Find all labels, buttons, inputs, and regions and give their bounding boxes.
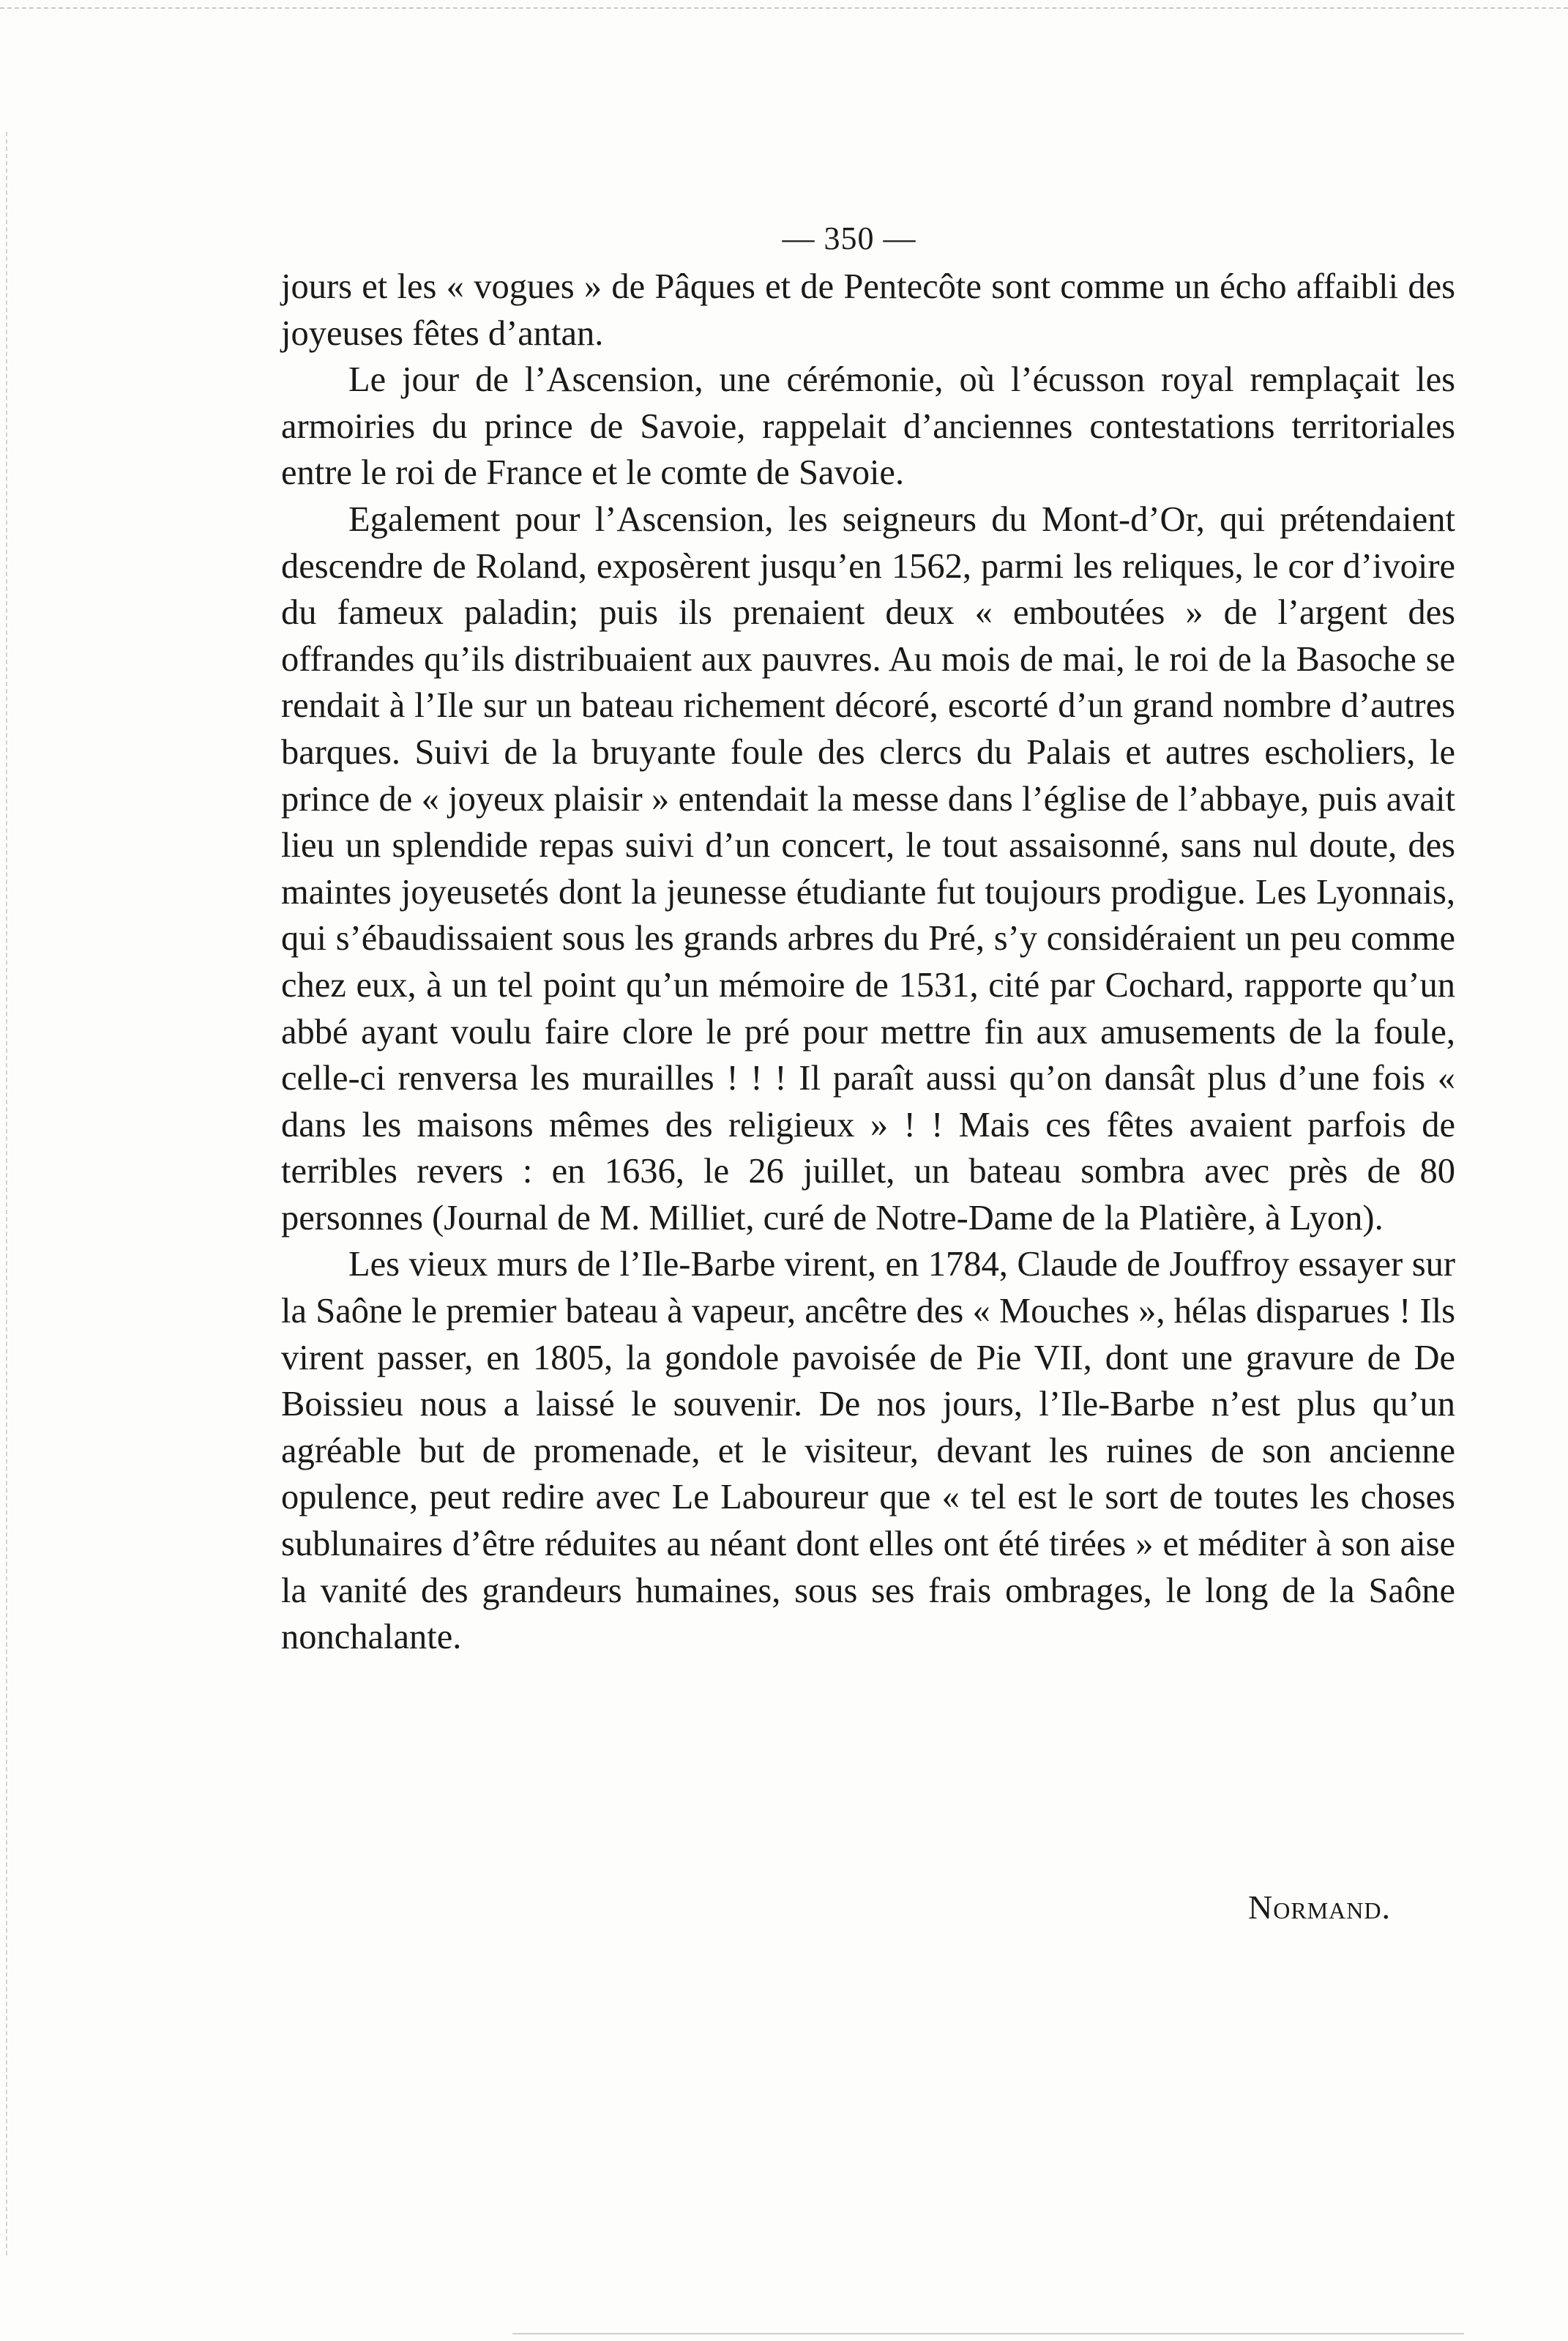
paragraph-2: Le jour de l’Ascension, une cérémonie, où l’écusson royal remplaçait les armoiries du prince de Savoie, rappelait d’anciennes contestations territoriales entre le roi de France et le comte de Savoie.	[281, 360, 1455, 493]
author-signature: Normand.	[1248, 1888, 1391, 1926]
scan-edge-top	[0, 7, 1568, 9]
body-text	[281, 264, 1455, 1661]
paragraph-1: jours et les « vogues » de Pâques et de Pentecôte sont comme un écho affaibli des joyeuses fêtes d’antan.	[281, 267, 1455, 353]
paragraph-3: Egalement pour l’Ascension, les seigneurs du Mont-d’Or, qui prétendaient descendre de Roland, exposèrent jusqu’en 1562, parmi les reliques, le cor d’ivoire du fameux paladin; puis ils prenaient deux « emboutées » de l’argent des offrandes qu’ils distribuaient aux pauvres. Au mois de mai, le roi de la Basoche se rendait à l’Ile sur un bateau richement décoré, escorté d’un grand nombre d’autres barques. Suivi de la bruyante foule des clercs du Palais et autres escholiers, le prince de « joyeux plaisir » entendait la messe dans l’église de l’abbaye, puis avait lieu un splendide repas suivi d’un concert, le tout assaisonné, sans nul doute, des maintes joyeusetés dont la jeunesse étudiante fut toujours prodigue. Les Lyonnais, qui s’ébaudissaient sous les grands arbres du Pré, s’y considéraient un peu comme chez eux, à un tel point qu’un mémoire de 1531, cité par Cochard, rapporte qu’un abbé ayant voulu faire clore le pré pour mettre fin aux amusements de la foule, celle-ci renversa les murailles ! ! ! Il paraît aussi qu’on dansât plus d’une fois « dans les maisons mêmes des religieux » ! ! Mais ces fêtes avaient parfois de terribles revers : en 1636, le 26 juillet, un bateau sombra avec près de 80 personnes (Journal de M. Milliet, curé de Notre-Dame de la Platière, à Lyon).	[281, 499, 1455, 1238]
page-number: — 350 —	[782, 220, 916, 256]
scan-edge-left	[6, 132, 7, 2255]
paragraph-4: Les vieux murs de l’Ile-Barbe virent, en 1784, Claude de Jouffroy essayer sur la Saône le premier bateau à vapeur, ancêtre des « Mouches », hélas disparues ! Ils virent passer, en 1805, la gondole pavoisée de Pie VII, dont une gravure de De Boissieu nous a laissé le souvenir. De nos jours, l’Ile-Barbe n’est plus qu’un agréable but de promenade, et le visiteur, devant les ruines de son ancienne opulence, peut redire avec Le Laboureur que « tel est le sort de toutes les choses sublunaires d’être réduites au néant dont elles ont été tirées » et méditer à son aise la vanité des grandeurs humaines, sous ses frais ombrages, le long de la Saône nonchalante.	[281, 1245, 1455, 1657]
scan-edge-bottom	[512, 2333, 1464, 2334]
